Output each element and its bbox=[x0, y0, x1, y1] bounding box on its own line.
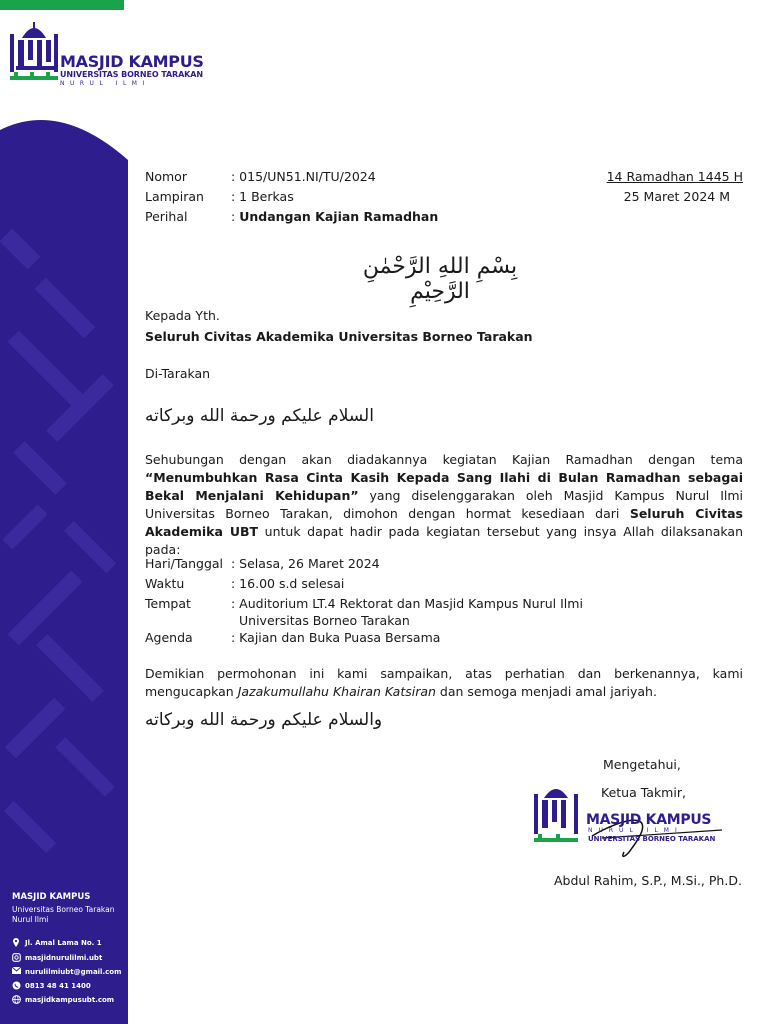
signature-stamp bbox=[532, 778, 732, 862]
contact-instagram bbox=[12, 953, 102, 962]
contact-instagram-text: masjidnurulilmi.ubt bbox=[25, 953, 103, 962]
sign-mengetahui: Mengetahui, bbox=[603, 757, 681, 772]
header-logo bbox=[8, 22, 208, 88]
detail-value-agenda: : Kajian dan Buka Puasa Bersama bbox=[231, 630, 441, 645]
perihal-value bbox=[231, 209, 438, 225]
detail-label-agenda: Agenda bbox=[145, 630, 193, 645]
perihal-label: Perihal bbox=[145, 209, 188, 224]
body-intro: Sehubungan dengan akan diadakannya kegiatan Kajian Ramadhan dengan tema bbox=[145, 452, 743, 467]
mail-icon bbox=[12, 967, 21, 976]
body-audience: Seluruh Civitas Akademika UBT bbox=[145, 506, 743, 539]
contact-email bbox=[12, 967, 121, 976]
detail-label-date: Hari/Tanggal bbox=[145, 556, 224, 571]
sidebar-org-name: MASJID KAMPUS bbox=[12, 892, 91, 902]
detail-label-place: Tempat bbox=[145, 596, 191, 611]
nomor-label: Nomor bbox=[145, 169, 187, 184]
to-place: Di-Tarakan bbox=[145, 366, 211, 381]
body-end: untuk dapat hadir pada kegiatan tersebut yang insya Allah dilaksanakan pada: bbox=[145, 524, 743, 557]
detail-value-time: : 16.00 s.d selesai bbox=[231, 576, 345, 591]
logo-title: MASJID KAMPUS bbox=[60, 52, 204, 71]
detail-value-place: : Auditorium LT.4 Rektorat dan Masjid Kampus Nurul Ilmi bbox=[231, 596, 583, 611]
to-label: Kepada Yth. bbox=[145, 308, 220, 323]
contact-email-text: nurulilmiubt@gmail.com bbox=[25, 967, 122, 976]
whatsapp-icon bbox=[12, 981, 21, 990]
sign-role: Ketua Takmir, bbox=[601, 785, 686, 800]
sign-name: Abdul Rahim, S.P., M.Si., Ph.D. bbox=[554, 873, 742, 888]
closing-end: dan semoga menjadi amal jariyah. bbox=[435, 684, 657, 699]
lampiran-label: Lampiran bbox=[145, 189, 204, 204]
basmalah: بِسْمِ اللهِ الرَّحْمٰنِ الرَّحِيْمِ bbox=[362, 254, 518, 304]
nomor-value: : 015/UN51.NI/TU/2024 bbox=[231, 169, 376, 184]
sidebar-background bbox=[0, 100, 128, 1024]
stamp-title: MASJID KAMPUS bbox=[586, 812, 712, 828]
closing-prayer: Jazakumullahu Khairan Katsiran bbox=[237, 684, 436, 699]
detail-value-date: : Selasa, 26 Maret 2024 bbox=[231, 556, 380, 571]
contact-address-text: Jl. Amal Lama No. 1 bbox=[25, 938, 102, 947]
perihal-colon: : bbox=[231, 209, 236, 224]
instagram-icon bbox=[12, 953, 21, 962]
logo-tagline: NURUL ILMI bbox=[60, 80, 150, 87]
stamp-tagline: NURUL ILMI bbox=[588, 827, 683, 834]
contact-whatsapp bbox=[12, 981, 91, 990]
body-middle: yang diselenggarakan oleh Masjid Kampus Nurul Ilmi Universitas Borneo Tarakan, dimohon dengan hormat kesediaan dari bbox=[145, 488, 743, 521]
location-pin-icon bbox=[12, 938, 21, 947]
body-paragraph bbox=[145, 451, 743, 559]
contact-website-text: masjidkampusubt.com bbox=[25, 995, 115, 1004]
detail-label-time: Waktu bbox=[145, 576, 185, 591]
to-recipient: Seluruh Civitas Akademika Universitas Borneo Tarakan bbox=[145, 329, 533, 344]
salam-opening: السلام عليكم ورحمة الله وبركاته bbox=[145, 406, 374, 426]
sidebar-org-sub1: Universitas Borneo Tarakan bbox=[12, 905, 115, 914]
lampiran-value: : 1 Berkas bbox=[231, 189, 294, 204]
top-accent-bar bbox=[0, 0, 124, 10]
date-masehi: 25 Maret 2024 M bbox=[623, 189, 730, 204]
globe-icon bbox=[12, 995, 21, 1004]
sidebar-panel bbox=[0, 100, 128, 1024]
stamp-subtitle: UNIVERSITAS BORNEO TARAKAN bbox=[588, 835, 716, 843]
closing-paragraph bbox=[145, 665, 743, 701]
perihal-subject: Undangan Kajian Ramadhan bbox=[239, 209, 439, 224]
contact-address bbox=[12, 938, 102, 947]
date-hijri: 14 Ramadhan 1445 H bbox=[606, 169, 743, 184]
contact-whatsapp-text: 0813 48 41 1400 bbox=[25, 981, 91, 990]
mosque-logo-icon bbox=[8, 22, 60, 86]
logo-subtitle: UNIVERSITAS BORNEO TARAKAN bbox=[60, 70, 203, 79]
detail-value-place-line2: Universitas Borneo Tarakan bbox=[239, 613, 410, 628]
salam-closing: والسلام عليكم ورحمة الله وبركاته bbox=[145, 710, 383, 730]
sidebar-org-sub2: Nurul Ilmi bbox=[12, 915, 49, 924]
closing-intro: Demikian permohonan ini kami sampaikan, atas perhatian dan berkenannya, kami mengucapkan bbox=[145, 666, 743, 699]
contact-website bbox=[12, 995, 114, 1004]
body-theme: “Menumbuhkan Rasa Cinta Kasih Kepada Sang Ilahi di Bulan Ramadhan sebagai Bekal Menjalani Kehidupan” bbox=[145, 470, 743, 503]
